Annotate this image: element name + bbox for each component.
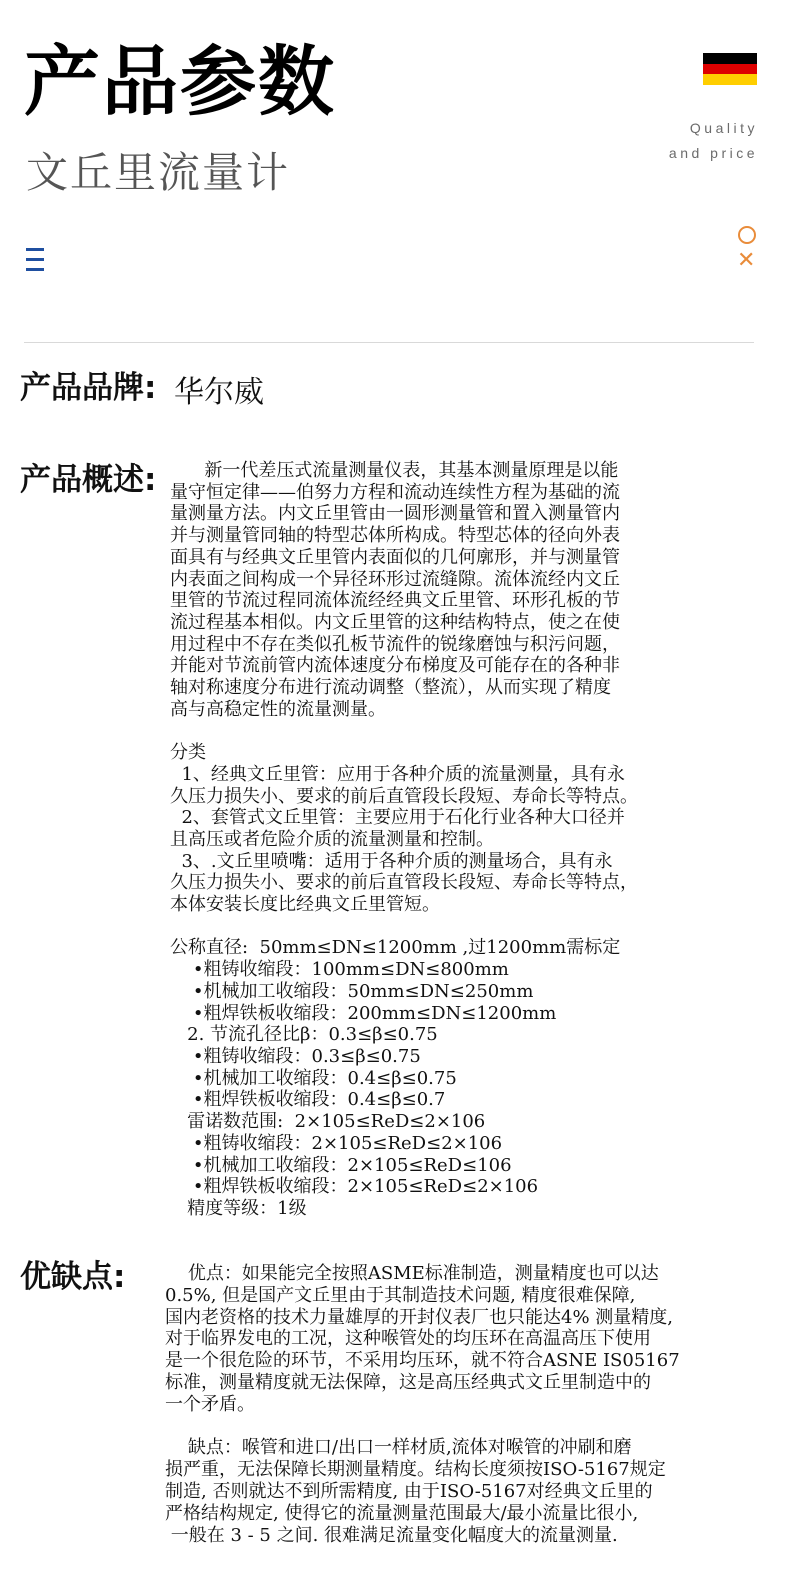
menu-bar [26,268,44,271]
overview-text [170,460,638,1220]
text-line: •粗焊铁板收缩段：200mm≤DN≤1200mm [170,1002,557,1024]
text-line [170,720,638,742]
text-line: •机械加工收缩段：2×105≤ReD≤106 [170,1154,512,1176]
text-line: 轴对称速度分布进行流动调整（整流），从而实现了精度 [170,677,611,699]
text-line: 面具有与经典文丘里管内表面似的几何廓形，并与测量管 [170,546,620,568]
text-line: 对于临界发电的工况，这种喉管处的均压环在高温高压下使用 [165,1328,651,1350]
text-line: 久压力损失小、要求的前后直管段长段短、寿命长等特点。 [170,785,638,807]
text-line: 高与高稳定性的流量测量。 [170,698,386,720]
header-divider [24,342,754,343]
brand-value: 华尔威 [174,375,264,410]
tagline-quality: Quality [689,120,758,136]
text-line: 并能对节流前管内流体速度分布梯度及可能存在的各种非 [170,655,620,677]
circle-icon[interactable] [738,226,756,244]
menu-icon[interactable] [26,248,44,272]
text-line: •粗铸收缩段：2×105≤ReD≤2×106 [170,1132,503,1154]
text-line: •粗焊铁板收缩段：2×105≤ReD≤2×106 [170,1176,539,1198]
brand-label: 产品品牌: [20,370,157,406]
text-line: •机械加工收缩段：50mm≤DN≤250mm [170,980,534,1002]
close-icon[interactable]: ✕ [737,248,756,273]
pros-cons-text [165,1263,680,1546]
text-line: 3、.文丘里喷嘴：适用于各种介质的测量场合，具有永 [170,850,613,872]
text-line: 优点：如果能完全按照ASME标准制造，测量精度也可以达 [165,1263,659,1284]
german-flag-icon [703,53,757,85]
text-line: 量测量方法。内文丘里管由一圆形测量管和置入测量管内 [170,503,620,525]
text-line: 2. 节流孔径比β：0.3≤β≤0.75 [170,1024,438,1046]
text-line: 且高压或者危险介质的流量测量和控制。 [170,828,494,850]
text-line: 缺点：喉管和进口/出口一样材质,流体对喉管的冲刷和磨 [165,1437,632,1459]
text-line: 内表面之间构成一个异径环形过流缝隙。流体流经内文丘 [170,568,620,590]
text-line: 里管的节流过程同流体流经经典文丘里管、环形孔板的节 [170,590,620,612]
text-line: 0.5%, 但是国产文丘里由于其制造技术问题, 精度很难保障, [165,1284,636,1306]
product-subtitle: 文丘里流量计 [26,148,291,197]
text-line [165,1416,680,1438]
text-line [170,916,638,938]
flag-stripe-gold [703,74,757,85]
text-line: 1、经典文丘里管：应用于各种介质的流量测量，具有永 [170,763,625,785]
pros-cons-label: 优缺点: [20,1259,126,1295]
menu-bar [26,248,44,251]
text-line: 久压力损失小、要求的前后直管段长段短、寿命长等特点， [170,872,638,894]
text-line: 流过程基本相似。内文丘里管的这种结构特点，使之在使 [170,611,620,633]
menu-bar [26,258,44,261]
text-line: 2、套管式文丘里管：主要应用于石化行业各种大口径并 [170,807,625,829]
text-line: •机械加工收缩段：0.4≤β≤0.75 [170,1067,457,1089]
text-line: 损严重，无法保障长期测量精度。结构长度须按ISO-5167规定 [165,1459,666,1481]
flag-stripe-black [703,53,757,64]
text-line: 量守恒定律——伯努力方程和流动连续性方程为基础的流 [170,481,620,503]
text-line: 新一代差压式流量测量仪表，其基本测量原理是以能 [170,460,619,481]
text-line: 雷诺数范围: 2×105≤ReD≤2×106 [170,1111,486,1133]
text-line: 公称直径: 50mm≤DN≤1200mm ,过1200mm需标定 [170,937,621,959]
text-line: •粗铸收缩段：0.3≤β≤0.75 [170,1045,421,1067]
overview-label: 产品概述: [20,462,157,498]
text-line: 本体安装长度比经典文丘里管短。 [170,894,440,916]
text-line: 标准，测量精度就无法保障，这是高压经典式文丘里制造中的 [165,1371,651,1393]
page-title: 产品参数 [24,37,336,126]
text-line: •粗铸收缩段：100mm≤DN≤800mm [170,959,509,981]
text-line: 国内老资格的技术力量雄厚的开封仪表厂也只能达4% 测量精度, [165,1306,673,1328]
text-line: 严格结构规定, 使得它的流量测量范围最大/最小流量比很小, [165,1502,639,1524]
text-line: •粗焊铁板收缩段：0.4≤β≤0.7 [170,1089,446,1111]
text-line: 制造, 否则就达不到所需精度, 由于ISO-5167对经典文丘里的 [165,1480,653,1502]
text-line: 并与测量管同轴的特型芯体所构成。特型芯体的径向外表 [170,525,620,547]
text-line: 一个矛盾。 [165,1393,255,1415]
text-line: 一般在 3 - 5 之间. 很难满足流量变化幅度大的流量测量. [165,1524,618,1546]
tagline-price: and price [668,145,758,161]
flag-stripe-red [703,64,757,75]
text-line: 用过程中不存在类似孔板节流件的锐缘磨蚀与积污问题， [170,633,620,655]
text-line: 分类 [170,742,206,764]
text-line: 精度等级：1级 [170,1197,307,1219]
text-line: 是一个很危险的环节，不采用均压环，就不符合ASNE IS05167 [165,1350,680,1372]
